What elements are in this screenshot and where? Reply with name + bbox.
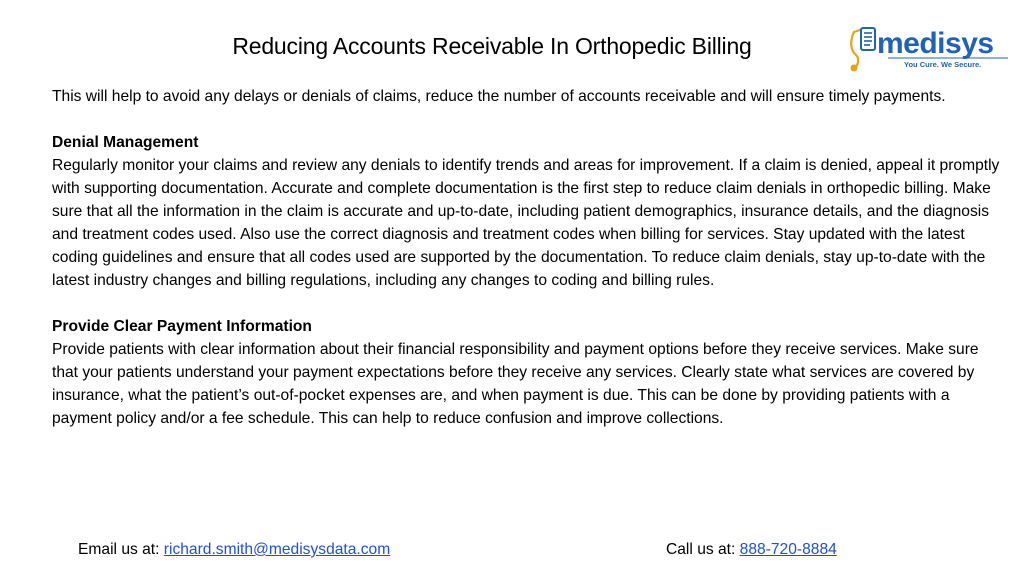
section-heading-payment-information: Provide Clear Payment Information: [52, 318, 312, 335]
section-body-payment-information: Provide patients with clear information about their financial responsibility and payment options before they receive services. Make sure that your patients understand your payment expectations before they receive any services. Clearly state what services are covered by insurance, what the patient’s out-of-pocket expenses are, and when payment is due. This can be done by providing patients with a payment policy and/or a fee schedule. This can help to reduce confusion and improve collections.: [52, 341, 979, 427]
phone-link[interactable]: 888-720-8884: [739, 541, 837, 558]
phone-label: Call us at:: [666, 541, 740, 558]
medisys-logo: [848, 22, 1012, 74]
footer-email: [78, 538, 390, 561]
page-title: Reducing Accounts Receivable In Orthopedic Billing: [232, 33, 752, 59]
main-content: [52, 85, 1002, 430]
footer-phone: [666, 538, 837, 561]
logo-tagline: You Cure. We Secure.: [904, 60, 982, 69]
email-label: Email us at:: [78, 541, 164, 558]
stethoscope-icon: [851, 32, 858, 68]
email-link[interactable]: richard.smith@medisysdata.com: [163, 541, 391, 558]
document-icon: [861, 28, 875, 50]
section-heading-denial-management: Denial Management: [52, 134, 199, 151]
intro-paragraph: This will help to avoid any delays or denials of claims, reduce the number of accounts receivable and will ensure timely payments.: [52, 88, 946, 105]
logo-brand-text: medisys: [877, 27, 994, 60]
section-body-denial-management: Regularly monitor your claims and review any denials to identify trends and areas for improvement. If a claim is denied, appeal it promptly with supporting documentation. Accurate and complete documentation is the first step to reduce claim denials in orthopedic billing. Make sure that all the information in the claim is accurate and up-to-date, including patient demographics, insurance details, and the diagnosis and treatment codes used. Also use the correct diagnosis and treatment codes when billing for services. Stay updated with the latest coding guidelines and ensure that all codes used are supported by the documentation. To reduce claim denials, stay up-to-date with the latest industry changes and billing regulations, including any changes to coding and billing rules.: [52, 157, 1000, 289]
